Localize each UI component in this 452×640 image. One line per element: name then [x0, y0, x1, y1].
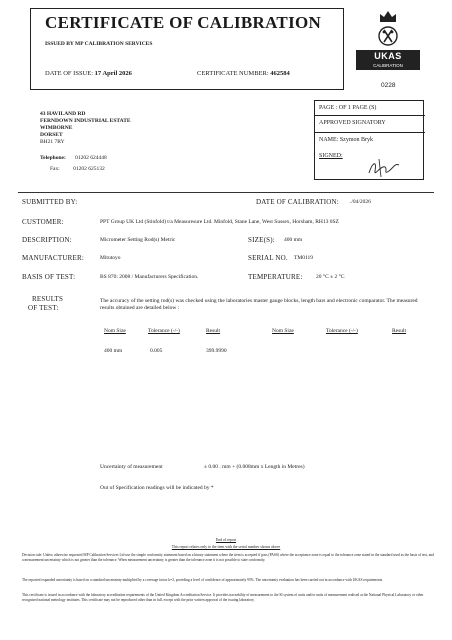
- basis-of-test-value: BS 870: 2008 / Manufacturers Specification.: [100, 274, 199, 280]
- date-of-issue-value: 17 April 2026: [94, 70, 132, 77]
- ukas-shield-icon: [378, 24, 398, 48]
- column-header: Tolerance (-/-): [148, 328, 180, 334]
- result-nom-size: 400 mm: [104, 348, 123, 354]
- certificate-header: [30, 8, 344, 90]
- decision-rule-text: Decision rule: Unless otherwise requested MP Calibration Services Ltd use the simple conformity statement based on a binary statement where the item is accepted if pass (PASS) where the acceptance zone is equal to the tolerance zone stated in the standard used as the basis of test, and a measurement uncertainty which is not greater than the tolerance. When measurement uncertainty is greater than the tolerance zone it is not possible to state conformity.: [22, 553, 434, 562]
- address-line: WIMBORNE: [40, 125, 73, 131]
- description-label: DESCRIPTION:: [22, 236, 72, 244]
- signatory-name: NAME: Szymon Bryk: [319, 137, 373, 143]
- result-value: 399.9990: [206, 348, 227, 354]
- address-line: FERNDOWN INDUSTRIAL ESTATE: [40, 118, 131, 124]
- out-of-spec-note: Out of Specification readings will be indicated by *: [100, 485, 214, 491]
- manufacturer-label: MANUFACTURER:: [22, 254, 84, 262]
- traceability-statement: This certificate is issued in accordance with the laboratory accreditation requirements of the United Kingdom Accreditation Service. It provides traceability of measurement to the SI system of units and/or units of measurement realised at the National Physical Laboratory or other recognised national metrology institutes. This certificate may not be reproduced other than in full, except with the prior written approval of the issuing laboratory.: [22, 593, 424, 602]
- page-count: PAGE : OF 1 PAGE (S): [315, 101, 425, 116]
- results-label-line2: OF TEST:: [28, 304, 59, 312]
- column-header: Nom Size: [104, 328, 126, 334]
- certificate-number-value: 462584: [270, 70, 290, 77]
- section-divider: [18, 192, 434, 193]
- serial-value: TM0119: [294, 255, 314, 261]
- report-note: This report relates only to the item with the serial number shown above: [171, 545, 281, 549]
- ukas-text: UKAS: [356, 50, 420, 62]
- address-line: BH21 7RY: [40, 139, 65, 145]
- telephone: [40, 155, 107, 161]
- crown-icon: [378, 10, 398, 22]
- signatory-box: [314, 100, 424, 180]
- certificate-number: [197, 70, 290, 77]
- address-line: 43 HAVILAND RD: [40, 111, 86, 117]
- results-label: RESULTS: [32, 295, 64, 303]
- issued-by: ISSUED BY MP CALIBRATION SERVICES: [45, 41, 153, 47]
- ukas-sub: CALIBRATION: [356, 62, 420, 70]
- submitted-by-label: SUBMITTED BY:: [22, 198, 78, 206]
- uncertainty-label: Uncertainty of measurement: [100, 464, 163, 470]
- customer-label: CUSTOMER:: [22, 218, 64, 226]
- column-header: Result: [392, 328, 407, 334]
- end-of-report: End of report: [215, 538, 237, 542]
- column-header: Result: [206, 328, 221, 334]
- address-line: DORSET: [40, 132, 63, 138]
- manufacturer-value: Mitutoyo: [100, 255, 121, 261]
- fax-label: Fax:: [50, 166, 60, 172]
- fax-value: 01202 625132: [73, 166, 105, 172]
- size-label: SIZE(S):: [248, 236, 275, 244]
- telephone-label: Telephone:: [40, 155, 66, 161]
- size-value: 400 mm: [284, 237, 303, 243]
- date-of-issue: [45, 70, 132, 77]
- customer-value: PPT Group UK Ltd (Stinfold) t/a Measuresure Ltd. Minfold, Stane Lane, West Sussex, Horsham, RH13 0SZ: [100, 219, 339, 225]
- description-value: Micrometer Setting Rod(s) Metric: [100, 237, 176, 243]
- certificate-title: CERTIFICATE OF CALIBRATION: [45, 13, 322, 32]
- results-paragraph: The accuracy of the setting rod(s) was checked using the laboratories master gauge blocks, length bars and electronic comparator. The measured results obtained are detailed below :: [100, 298, 418, 311]
- ukas-logo: [356, 10, 420, 86]
- uncertainty-value: ± 0.00 . mm + (0.008mm x Length in Metres): [204, 464, 305, 470]
- signed-label: SIGNED:: [319, 153, 343, 159]
- uncertainty-statement: The reported expanded uncertainty is based on a standard uncertainty multiplied by a coverage factor k=2, providing a level of confidence of approximately 95%. The uncertainty evaluation has been carried out in accordance with UKAS requirements.: [22, 578, 384, 582]
- column-header: Tolerance (-/-): [326, 328, 358, 334]
- signature-icon: [365, 157, 405, 179]
- telephone-value: 01202 624448: [75, 155, 107, 161]
- date-of-calibration-label: DATE OF CALIBRATION:: [256, 198, 339, 206]
- temperature-value: 20 °C ± 2 °C: [316, 274, 345, 280]
- approved-signatory: APPROVED SIGNATORY: [315, 116, 425, 133]
- ukas-number: 0228: [381, 82, 396, 89]
- date-of-issue-label: DATE OF ISSUE:: [45, 70, 94, 77]
- certificate-number-label: CERTIFICATE NUMBER:: [197, 70, 269, 77]
- column-header: Nom Size: [272, 328, 294, 334]
- basis-of-test-label: BASIS OF TEST:: [22, 273, 76, 281]
- temperature-label: TEMPERATURE:: [248, 273, 303, 281]
- result-tolerance: 0.005: [150, 348, 163, 354]
- serial-label: SERIAL NO.: [248, 254, 288, 262]
- fax: [40, 166, 105, 172]
- date-of-calibration-value: ./04/2026: [350, 199, 371, 205]
